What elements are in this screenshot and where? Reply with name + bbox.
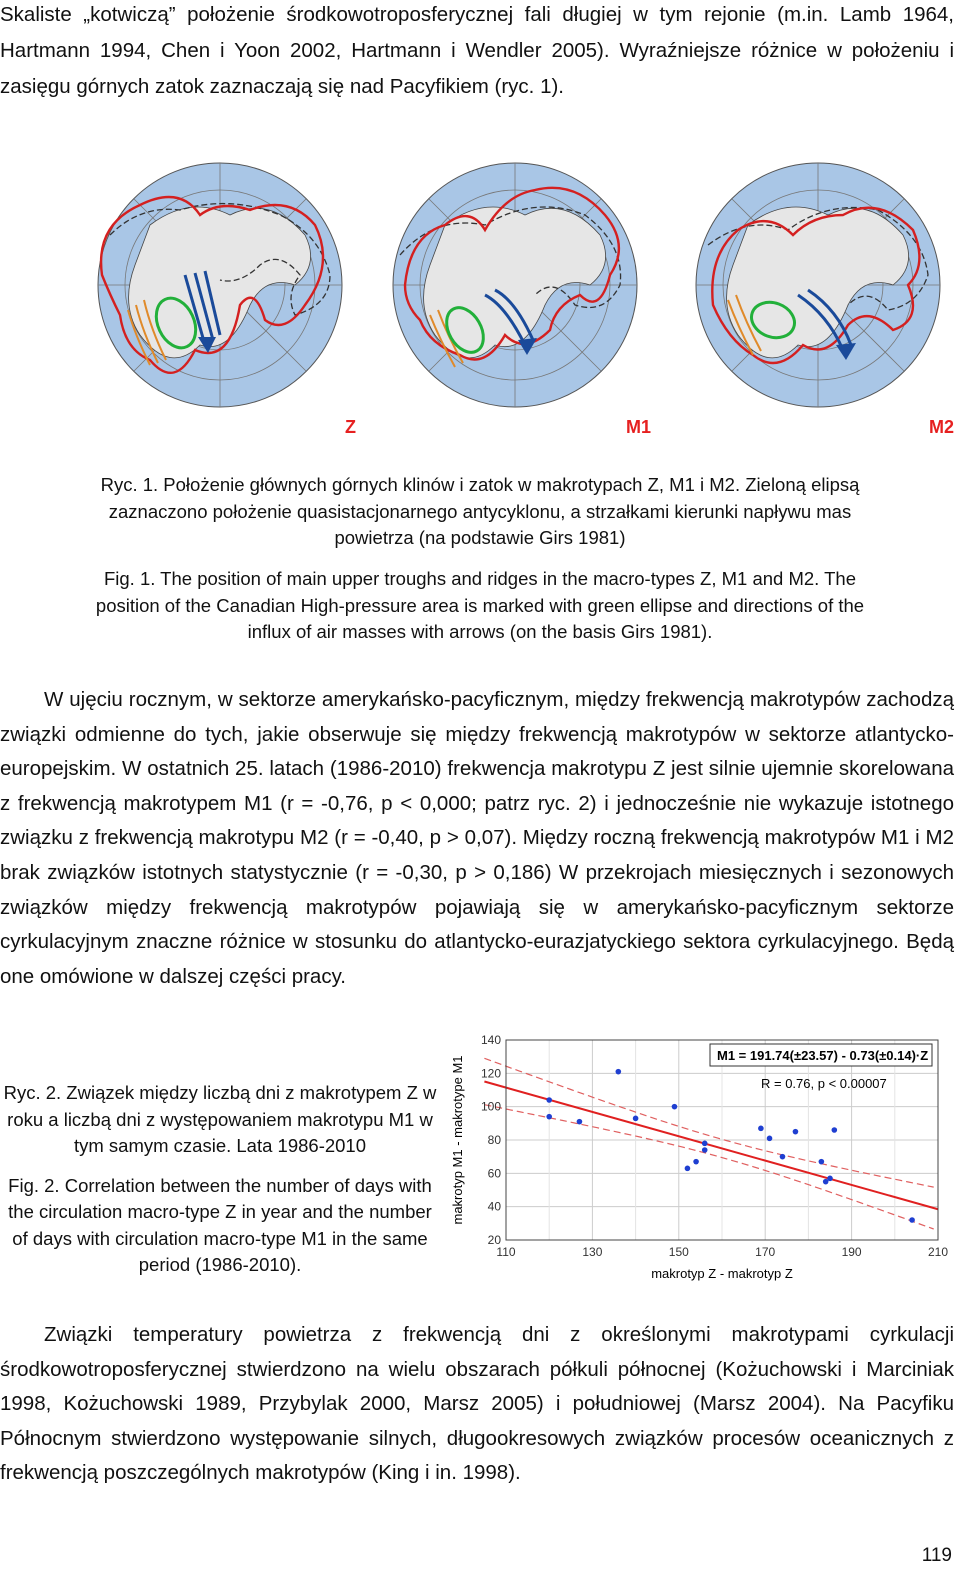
page-number: 119 xyxy=(921,1545,952,1566)
data-points xyxy=(546,1069,914,1223)
caption-text: Ryc. 1. Położenie głównych górnych klinów i zatok w makrotypach Z, M1 i M2. Zieloną elipsą zaznaczono położenie quasistacjonarnego antycyklonu, a strzałkami kierunki napływu mas powietrza (na podstawie Girs 1981) xyxy=(100,474,860,548)
data-point xyxy=(546,1114,552,1120)
polar-map-graphic xyxy=(80,155,360,440)
y-axis-label: makrotyp M1 - makrotype M1 xyxy=(450,1055,465,1225)
figure-1-caption-en xyxy=(0,566,960,646)
figure-1-maps xyxy=(80,155,960,440)
y-tick-label: 60 xyxy=(487,1166,501,1181)
data-point xyxy=(685,1166,691,1172)
x-tick-label: 150 xyxy=(668,1245,689,1259)
data-point xyxy=(819,1159,825,1165)
y-tick-label: 40 xyxy=(487,1199,501,1214)
map-label: M1 xyxy=(625,417,651,437)
data-point xyxy=(702,1141,708,1147)
y-tick-label: 20 xyxy=(487,1233,501,1247)
map-macrotype-m2 xyxy=(678,155,958,440)
chart-grid xyxy=(506,1040,938,1240)
x-tick-label: 110 xyxy=(496,1245,516,1259)
y-tick-labels xyxy=(481,1033,501,1247)
body-paragraph-2: Związki temperatury powietrza z frekwencją dni z określonymi makrotypami cyrkulacji środkowotroposferycznej stwierdzono na wielu obszarach półkuli północnej (Kożuchowski i Marciniak 1998, Kożuchowski 1989, Przybylak 2000, Marsz 2005) i południowej (Marsz 2004). Na Pacyfiku Północnym stwierdzono występowanie silnych, długookresowych związków procesów oceanicznych z frekwencją poszczególnych makrotypów (King i in. 1998). xyxy=(0,1323,954,1485)
figure-2-caption xyxy=(0,1080,440,1292)
data-point xyxy=(616,1069,622,1075)
data-point xyxy=(633,1116,639,1122)
confidence-lower xyxy=(484,1105,933,1229)
body-paragraph-1: W ujęciu rocznym, w sektorze amerykańsko-pacyficznym, między frekwencją makrotypów zachodzą związki odmienne do tych, jakie obserwuje się między frekwencją makrotypów w sektorze atlantycko-europejskim. W ostatnich 25. latach (1986-2010) frekwencja makrotypu Z jest silnie ujemnie skorelowana z frekwencją makrotypem M1 (r = -0,76, p < 0,000; patrz ryc. 2) i jednocześnie nie wykazuje istotnego związku z frekwencją makrotypu M2 (r = -0,40, p > 0,07). Między roczną frekwencją makrotypów M1 i M2 brak związków istotnych statystycznie (r = -0,30, p > 0,186) W przekrojach miesięcznych i sezonowych związków między frekwencją makrotypów pojawiają się w amerykańsko-pacyficznym sektorze cyrkulacyjnym znaczne różnice w stosunku do atlantycko-eurazjatyckiego sektora cyrkulacyjnego. Będą one omówione w dalszej części pracy. xyxy=(0,688,954,988)
data-point xyxy=(909,1217,915,1223)
y-tick-label: 100 xyxy=(480,1099,501,1114)
x-tick-label: 130 xyxy=(582,1245,603,1259)
y-tick-label: 80 xyxy=(487,1133,501,1147)
figure-1-caption-pl xyxy=(0,472,960,552)
x-tick-label: 210 xyxy=(927,1245,949,1259)
map-macrotype-z xyxy=(80,155,360,440)
map-macrotype-m1 xyxy=(375,155,655,440)
data-point xyxy=(832,1127,838,1133)
polar-map-graphic xyxy=(375,155,655,440)
intro-paragraph: Skaliste „kotwiczą” położenie środkowotroposferycznej fali długiej w tym rejonie (m.in. Lamb 1964, Hartmann 1994, Chen i Yoon 2002, Hartmann i Wendler 2005). Wyraźniejsze różnice w położeniu i zasięgu górnych zatok zaznaczają się nad Pacyfikiem (ryc. 1). xyxy=(0,3,954,98)
scatter-chart xyxy=(448,1028,952,1290)
x-axis-label: makrotyp Z - makrotyp Z xyxy=(651,1266,793,1281)
data-point xyxy=(767,1136,773,1142)
data-point xyxy=(758,1126,764,1132)
data-point xyxy=(827,1176,833,1182)
figure-2-caption-pl: Ryc. 2. Związek między liczbą dni z makrotypem Z w roku a liczbą dni z występowaniem makrotypu M1 w tym samym czasie. Lata 1986-2010 xyxy=(3,1082,437,1156)
regression-stats: R = 0.76, p < 0.00007 xyxy=(761,1076,887,1091)
regression-equation: M1 = 191.74(±23.57) - 0.73(±0.14)·Z xyxy=(717,1048,929,1063)
y-tick-label: 140 xyxy=(480,1033,501,1047)
caption-text: Fig. 1. The position of main upper troughs and ridges in the macro-types Z, M1 and M2. The position of the Canadian High-pressure area is marked with green ellipse and directions of the influx of air masses with arrows (on the basis Girs 1981). xyxy=(95,568,865,642)
data-point xyxy=(672,1104,678,1110)
data-point xyxy=(793,1129,799,1135)
y-tick-label: 120 xyxy=(480,1066,501,1081)
data-point xyxy=(702,1147,708,1153)
data-point xyxy=(693,1159,699,1165)
data-point xyxy=(780,1154,786,1160)
data-point xyxy=(577,1119,583,1125)
regression-line xyxy=(484,1082,938,1210)
x-tick-label: 170 xyxy=(755,1245,776,1259)
map-label: Z xyxy=(345,417,356,437)
figure-2-caption-en: Fig. 2. Correlation between the number of days with the circulation macro-type Z in year and the number of days with circulation macro-type M1 in the same period (1986-2010). xyxy=(8,1174,432,1275)
x-tick-labels xyxy=(496,1245,948,1259)
data-point xyxy=(546,1097,552,1103)
x-tick-label: 190 xyxy=(841,1245,862,1259)
polar-map-graphic xyxy=(678,155,958,440)
map-label: M2 xyxy=(928,417,954,437)
